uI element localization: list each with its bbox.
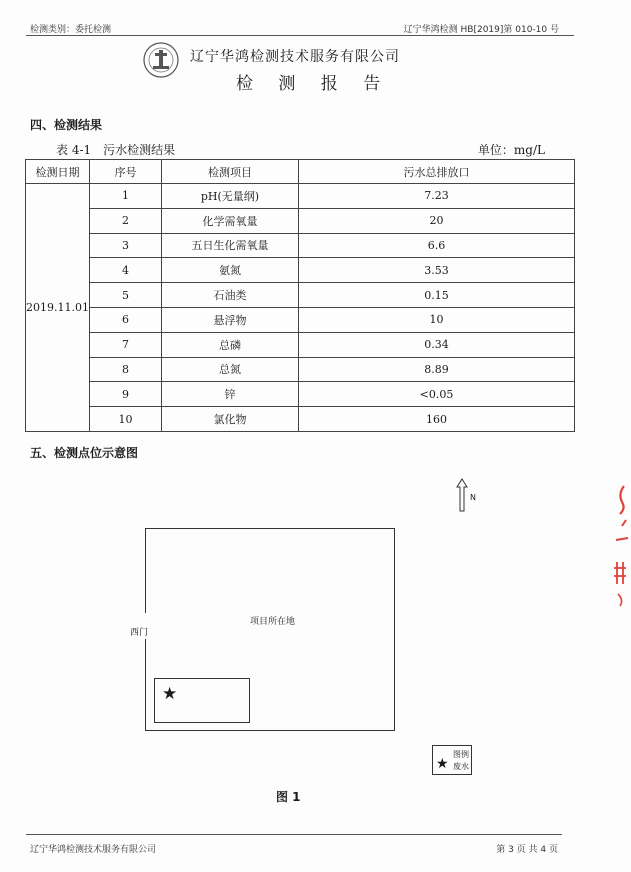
item-cell: pH(无量纲) [161,184,298,209]
header-category: 检测类别：委托检测 [30,25,112,35]
table-name: 污水检测结果 [103,143,176,157]
red-seal-stamp-icon [606,480,631,610]
header-divider [26,35,574,36]
results-table [25,159,575,432]
table-row [26,407,575,432]
item-cell: 锌 [161,382,298,407]
table-row [26,382,575,407]
seq-cell: 6 [89,307,161,332]
value-cell: 8.89 [298,357,574,382]
report-title: 检 测 报 告 [236,74,391,94]
table-row [26,184,575,209]
header-report-number: 辽宁华鸿检测 HB[2019]第 010-10 号 [403,25,559,35]
item-cell: 氨氮 [161,258,298,283]
table-row [26,307,575,332]
seq-cell: 7 [89,332,161,357]
header-item: 检测项目 [161,160,298,184]
star-icon: ★ [436,756,449,772]
item-cell: 总磷 [161,332,298,357]
table-row [26,283,575,308]
north-label: N [470,493,476,502]
seq-cell: 5 [89,283,161,308]
item-cell: 石油类 [161,283,298,308]
west-gate-label: 西门 [130,628,149,638]
seq-cell: 8 [89,357,161,382]
table-row [26,332,575,357]
seq-cell: 3 [89,233,161,258]
table-row [26,357,575,382]
seq-cell: 9 [89,382,161,407]
table-caption [56,141,175,158]
value-cell: 6.6 [298,233,574,258]
item-cell: 氯化物 [161,407,298,432]
value-cell: 3.53 [298,258,574,283]
value-cell: 7.23 [298,184,574,209]
item-cell: 悬浮物 [161,307,298,332]
item-cell: 总氮 [161,357,298,382]
footer-divider [26,834,562,835]
footer-company: 辽宁华鸿检测技术服务有限公司 [30,845,157,855]
legend-wastewater-label: 废水 [453,762,469,771]
table-row [26,258,575,283]
company-logo-icon [142,41,180,79]
value-cell: 0.34 [298,332,574,357]
table-number: 表 4-1 [56,143,92,157]
seq-cell: 1 [89,184,161,209]
section-map-title: 五、检测点位示意图 [30,446,139,460]
value-cell: 0.15 [298,283,574,308]
company-name: 辽宁华鸿检测技术服务有限公司 [190,49,400,65]
table-row [26,233,575,258]
table-header-row [26,160,575,184]
table-row [26,208,575,233]
seq-cell: 2 [89,208,161,233]
star-icon: ★ [162,684,178,704]
value-cell: 160 [298,407,574,432]
date-cell: 2019.11.01 [26,184,90,432]
value-cell: <0.05 [298,382,574,407]
legend-title: 图例 [453,750,469,759]
header-outlet: 污水总排放口 [298,160,574,184]
value-cell: 10 [298,307,574,332]
item-cell: 五日生化需氧量 [161,233,298,258]
value-cell: 20 [298,208,574,233]
seq-cell: 10 [89,407,161,432]
footer-page-number: 第 3 页 共 4 页 [496,845,558,855]
figure-caption: 图 1 [276,790,301,804]
item-cell: 化学需氧量 [161,208,298,233]
seq-cell: 4 [89,258,161,283]
north-arrow-icon [455,478,469,512]
table-unit: 单位：mg/L [477,143,545,157]
header-date: 检测日期 [26,160,90,184]
header-seq: 序号 [89,160,161,184]
section-results-title: 四、检测结果 [30,118,103,132]
project-site-label: 项目所在地 [250,617,296,627]
